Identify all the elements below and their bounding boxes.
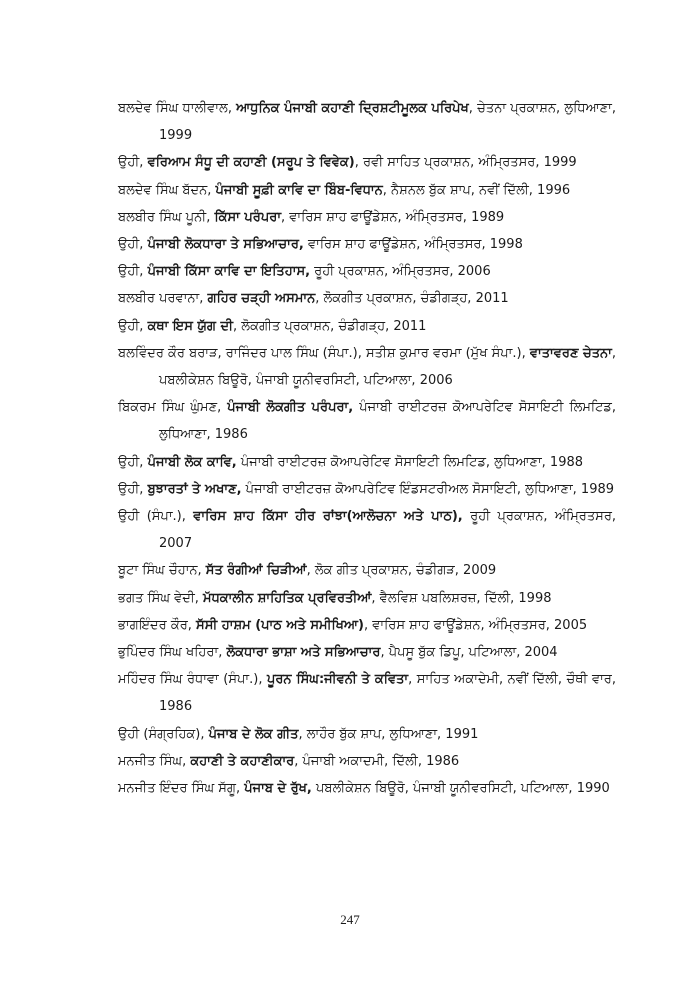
- bibliography-entry: [118, 721, 616, 748]
- bibliography-entry: [118, 313, 616, 340]
- entry-title: ਪੰਜਾਬੀ ਲੋਕਗੀਤ ਪਰੰਪਰਾ,: [227, 400, 354, 416]
- bibliography-entry: [118, 258, 616, 285]
- entry-separator: ,: [199, 291, 208, 307]
- entry-separator: ,: [181, 509, 194, 525]
- entry-author: ਭਗਤ ਸਿੰਘ ਵੇਦੀ: [118, 590, 195, 606]
- entry-author: ਉਹੀ: [118, 454, 140, 470]
- entry-publication: , ਲੋਕਗੀਤ ਪ੍ਰਕਾਸ਼ਨ, ਚੰਡੀਗੜ੍ਹ, 2011: [233, 318, 427, 334]
- bibliography-entry: [118, 340, 616, 394]
- bibliography-entry: [118, 394, 616, 448]
- entry-author: ਬਲਦੇਵ ਸਿੰਘ ਧਾਲੀਵਾਲ: [118, 101, 228, 116]
- entry-separator: ,: [217, 400, 228, 416]
- bibliography-entry: [118, 476, 616, 503]
- entry-separator: ,: [218, 645, 227, 661]
- entry-title: ਕਹਾਣੀ ਤੇ ਕਹਾਣੀਕਾਰ: [190, 753, 295, 769]
- entry-separator: ,: [187, 617, 197, 633]
- entry-separator: ,: [139, 481, 148, 497]
- entry-author: ਉਹੀ: [118, 264, 140, 280]
- bibliography-entry: [118, 231, 616, 258]
- entry-author: ਬਿਕਰਮ ਸਿੰਘ ਘੁੰਮਣ: [118, 400, 218, 416]
- entry-author: ਉਹੀ: [118, 155, 140, 171]
- entry-title: ਮੱਧਕਾਲੀਨ ਸ਼ਾਹਿਤਿਕ ਪ੍ਰਵਿਰਤੀਆਂ: [203, 590, 372, 606]
- entry-title: ਪੰਜਾਬ ਦੇ ਲੋਕ ਗੀਤ: [208, 726, 299, 742]
- entry-publication: ਪਬਲੀਕੇਸ਼ਨ ਬਿਊਰੋ, ਪੰਜਾਬੀ ਯੂਨੀਵਰਸਿਟੀ, ਪਟਿਆਲਾ, 1990: [311, 781, 610, 797]
- entry-title: ਵਾਤਾਵਰਣ ਚੇਤਨਾ: [529, 345, 612, 361]
- page-number: 247: [340, 912, 360, 927]
- entry-author: ਭੁਪਿੰਦਰ ਸਿੰਘ ਖਹਿਰਾ: [118, 645, 219, 661]
- entry-separator: ,: [206, 209, 215, 225]
- bibliography-entry: [118, 95, 616, 149]
- entry-author: ਬਲਦੇਵ ਸਿੰਘ ਬੱਦਨ: [118, 182, 208, 198]
- entry-publication: , ਪੰਜਾਬੀ ਅਕਾਦਮੀ, ਦਿੱਲੀ, 1986: [294, 753, 460, 769]
- entry-title: ਵਰਿਆਮ ਸੰਧੂ ਦੀ ਕਹਾਣੀ (ਸਰੂਪ ਤੇ ਵਿਵੇਕ): [147, 155, 355, 171]
- entry-author: ਉਹੀ: [118, 481, 140, 497]
- entry-publication: , ਲੋਕ ਗੀਤ ਪ੍ਰਕਾਸ਼ਨ, ਚੰਡੀਗੜ, 2009: [306, 563, 497, 579]
- entry-publication: ਪੰਜਾਬੀ ਰਾਈਟਰਜ਼ ਕੋਆਪਰੇਟਿਵ ਸੋਸਾਇਟੀ ਲਿਮਟਿਡ, ਲੁਧਿਆਣਾ, 1988: [236, 454, 584, 470]
- bibliography-entry: [118, 177, 616, 204]
- entry-author: ਭਾਗਇੰਦਰ ਕੌਰ: [118, 617, 188, 633]
- entry-author: ਉਹੀ: [118, 318, 140, 334]
- entry-title: ਸੱਤ ਰੰਗੀਆਂ ਚਿੜੀਆਂ: [205, 563, 307, 579]
- bibliography-entry: [118, 775, 616, 802]
- entry-author: ਉਹੀ (ਸੰਗ੍ਰਹਿਕ): [118, 726, 201, 742]
- entry-separator: ,: [197, 563, 206, 579]
- entry-title: ਆਧੁਨਿਕ ਪੰਜਾਬੀ ਕਹਾਣੀ ਦ੍ਰਿਸ਼ਟੀਮੂਲਕ ਪਰਿਪੇਖ: [236, 101, 469, 116]
- entry-separator: ,: [139, 454, 148, 470]
- bibliography-entry: [118, 449, 616, 476]
- bibliography-entry: [118, 503, 616, 557]
- entry-publication: , ਵਾਰਿਸ ਸ਼ਾਹ ਫਾਊਂਡੇਸ਼ਨ, ਅੰਮ੍ਰਿਤਸਰ, 2005: [364, 617, 588, 633]
- entry-publication: ਪੰਜਾਬੀ ਰਾਈਟਰਜ਼ ਕੋਆਪਰੇਟਿਵ ਸੋਸਾਇਟੀ ਲਿਮਟਿਡ, ਲੁਧਿਆਣਾ, 1986: [159, 400, 617, 443]
- entry-separator: ,: [139, 318, 148, 334]
- entry-publication: ਵਾਰਿਸ ਸ਼ਾਹ ਫਾਊਂਡੇਸ਼ਨ, ਅੰਮ੍ਰਿਤਸਰ, 1998: [303, 237, 523, 253]
- entry-title: ਪੂਰਨ ਸਿੰਘ:ਜੀਵਨੀ ਤੇ ਕਵਿਤਾ: [266, 672, 409, 688]
- entry-separator: ,: [139, 237, 148, 253]
- entry-publication: ਰੂਹੀ ਪ੍ਰਕਾਸ਼ਨ, ਅੰਮ੍ਰਿਤਸਰ, 2006: [310, 264, 491, 280]
- entry-separator: ,: [200, 726, 209, 742]
- entry-separator: ,: [194, 590, 204, 606]
- entry-publication: , ਵੈਲਵਿਸ਼ ਪਬਲਿਸ਼ਰਜ਼, ਦਿੱਲੀ, 1998: [371, 590, 552, 606]
- entry-title: ਸੱਸੀ ਹਾਸ਼ਮ (ਪਾਠ ਅਤੇ ਸਮੀਖਿਆ): [196, 617, 364, 633]
- entry-title: ਗਹਿਰ ਚੜ੍ਹੀ ਅਸਮਾਨ: [207, 291, 316, 307]
- entry-author: ਬੂਟਾ ਸਿੰਘ ਚੌਹਾਨ: [118, 563, 198, 579]
- entry-title: ਪੰਜਾਬੀ ਲੋਕਧਾਰਾ ਤੇ ਸਭਿਆਚਾਰ,: [147, 237, 304, 253]
- entry-publication: ਪੰਜਾਬੀ ਰਾਈਟਰਜ਼ ਕੋਆਪਰੇਟਿਵ ਇੰਡਸਟਰੀਅਲ ਸੋਸਾਇਟੀ, ਲੁਧਿਆਣਾ, 1989: [241, 481, 615, 497]
- entry-separator: ,: [182, 753, 191, 769]
- bibliography-entry: [118, 557, 616, 584]
- entry-publication: , ਵਾਰਿਸ ਸ਼ਾਹ ਫਾਊਂਡੇਸ਼ਨ, ਅੰਮ੍ਰਿਤਸਰ, 1989: [281, 209, 505, 225]
- entry-author: ਉਹੀ (ਸੰਪਾ.): [118, 509, 182, 525]
- entry-title: ਪੰਜਾਬੀ ਸੂਫ਼ੀ ਕਾਵਿ ਦਾ ਬਿੰਬ-ਵਿਧਾਨ: [215, 182, 383, 198]
- bibliography-entry: [118, 285, 616, 312]
- entry-author: ਮਹਿੰਦਰ ਸਿੰਘ ਰੰਧਾਵਾ (ਸੰਪਾ.): [118, 672, 259, 688]
- entry-publication: , ਪਬਲੀਕੇਸ਼ਨ ਬਿਊਰੋ, ਪੰਜਾਬੀ ਯੂਨੀਵਰਸਿਟੀ, ਪਟਿਆਲਾ, 2006: [159, 345, 617, 389]
- entry-separator: ,: [139, 155, 148, 171]
- bibliography-entry: [118, 585, 616, 612]
- entry-title: ਬੁਝਾਰਤਾਂ ਤੇ ਅਖਾਣ,: [147, 481, 242, 497]
- entry-separator: ,: [258, 672, 267, 688]
- bibliography-entry: [118, 666, 616, 720]
- entry-publication: , ਲਾਹੌਰ ਬੁੱਕ ਸ਼ਾਪ, ਲੁਧਿਆਣਾ, 1991: [298, 726, 479, 742]
- entry-separator: ,: [521, 345, 530, 361]
- entry-title: ਲੋਕਧਾਰਾ ਭਾਸ਼ਾ ਅਤੇ ਸਭਿਆਚਾਰ: [226, 645, 381, 661]
- entry-author: ਮਨਜੀਤ ਇੰਦਰ ਸਿੰਘ ਸੱਗੂ: [118, 781, 236, 797]
- bibliography-entry: [118, 748, 616, 775]
- entry-author: ਬਲਬੀਰ ਸਿੰਘ ਪੂਨੀ: [118, 209, 207, 225]
- bibliography-list: [118, 95, 616, 802]
- entry-separator: ,: [235, 781, 245, 797]
- entry-author: ਬਲਵਿੰਦਰ ਕੌਰ ਬਰਾੜ, ਰਾਜਿੰਦਰ ਪਾਲ ਸਿੰਘ (ਸੰਪਾ.), ਸਤੀਸ਼ ਕੁਮਾਰ ਵਰਮਾ (ਮੁੱਖ ਸੰਪਾ.): [118, 345, 522, 361]
- entry-publication: , ਲੋਕਗੀਤ ਪ੍ਰਕਾਸ਼ਨ, ਚੰਡੀਗੜ੍ਹ, 2011: [315, 291, 509, 307]
- entry-title: ਕਥਾ ਇਸ ਯੁੱਗ ਦੀ: [147, 318, 234, 334]
- entry-publication: , ਸਾਹਿਤ ਅਕਾਦੇਮੀ, ਨਵੀਂ ਦਿੱਲੀ, ਚੌਥੀ ਵਾਰ, 1986: [159, 672, 616, 715]
- entry-publication: , ਪੈਪਸੂ ਬੁੱਕ ਡਿਪੂ, ਪਟਿਆਲਾ, 2004: [380, 645, 558, 661]
- entry-author: ਉਹੀ: [118, 237, 140, 253]
- entry-publication: ਰੂਹੀ ਪ੍ਰਕਾਸ਼ਨ, ਅੰਮ੍ਰਿਤਸਰ, 2007: [159, 509, 617, 552]
- bibliography-entry: [118, 612, 616, 639]
- entry-publication: , ਨੈਸ਼ਨਲ ਬੁੱਕ ਸ਼ਾਪ, ਨਵੀਂ ਦਿੱਲੀ, 1996: [382, 182, 571, 198]
- entry-title: ਪੰਜਾਬੀ ਲੋਕ ਕਾਵਿ,: [147, 454, 237, 470]
- bibliography-entry: [118, 204, 616, 231]
- entry-title: ਵਾਰਿਸ ਸ਼ਾਹ ਕਿੱਸਾ ਹੀਰ ਰਾਂਝਾ(ਆਲੋਚਨਾ ਅਤੇ ਪਾਠ),: [193, 509, 463, 525]
- entry-separator: ,: [139, 264, 148, 280]
- bibliography-entry: [118, 149, 616, 176]
- entry-author: ਬਲਬੀਰ ਪਰਵਾਨਾ: [118, 291, 200, 307]
- entry-title: ਪੰਜਾਬੀ ਕਿੱਸਾ ਕਾਵਿ ਦਾ ਇਤਿਹਾਸ,: [147, 264, 311, 280]
- entry-publication: , ਰਵੀ ਸਾਹਿਤ ਪ੍ਰਕਾਸ਼ਨ, ਅੰਮ੍ਰਿਤਸਰ, 1999: [354, 155, 577, 171]
- entry-title: ਕਿੱਸਾ ਪਰੰਪਰਾ: [214, 209, 282, 225]
- entry-publication: , ਚੇਤਨਾ ਪ੍ਰਕਾਸ਼ਨ, ਲੁਧਿਆਣਾ, 1999: [159, 101, 616, 144]
- entry-title: ਪੰਜਾਬ ਦੇ ਰੁੱਖ,: [244, 781, 312, 797]
- entry-author: ਮਨਜੀਤ ਸਿੰਘ: [118, 753, 183, 769]
- entry-separator: ,: [227, 101, 237, 116]
- bibliography-entry: [118, 639, 616, 666]
- entry-separator: ,: [207, 182, 216, 198]
